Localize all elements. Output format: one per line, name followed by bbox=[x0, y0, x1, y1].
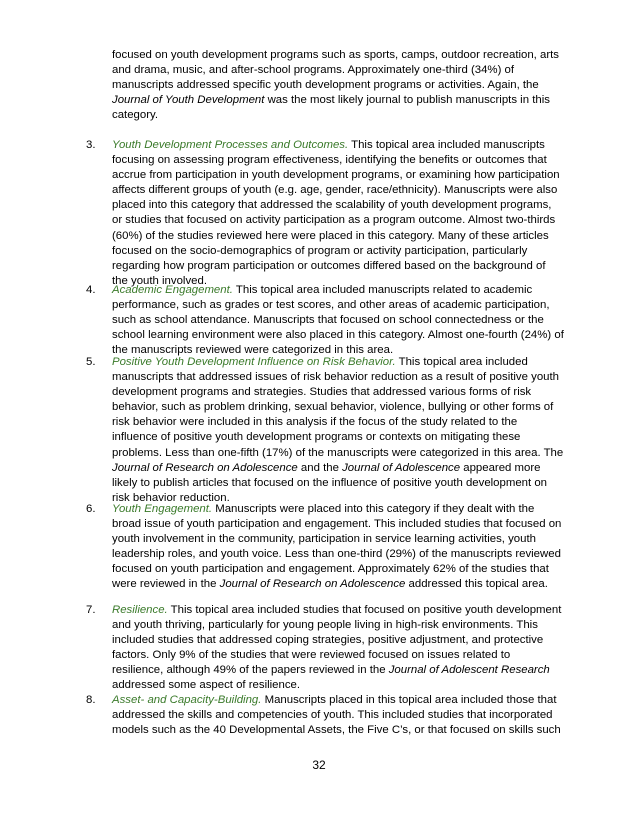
list-item-4: 4. Academic Engagement. This topical area included manuscripts related to academic performance, such as grades or test scores, and other areas of academic participation, such as school attendance. Manuscripts that focused on school connectedness or the school learning environment were also placed in this category. Almost one-fourth (24%) of the manuscripts reviewed were categorized in this area. bbox=[86, 284, 564, 357]
item-number: 6. bbox=[86, 503, 96, 515]
item-number: 8. bbox=[86, 694, 96, 706]
item-heading: Asset- and Capacity-Building. bbox=[112, 694, 262, 706]
list-item-7: 7. Resilience. This topical area included studies that focused on positive youth development and youth thriving, particularly for young people living in high-risk environments. This included studies that addressed coping strategies, positive adjustment, and protective factors. Only 9% of the studies that were reviewed focused on issues related to resilience, although 49% of the papers reviewed in the Journal of Adolescent Research addressed some aspect of resilience. bbox=[86, 604, 562, 692]
item-heading: Youth Engagement. bbox=[112, 503, 213, 515]
item-heading: Positive Youth Development Influence on Risk Behavior. bbox=[112, 356, 396, 368]
item-number: 3. bbox=[86, 139, 96, 151]
item-heading: Resilience. bbox=[112, 604, 168, 616]
page-number: 32 bbox=[312, 758, 326, 772]
item-number: 4. bbox=[86, 284, 96, 296]
journal-title: Journal of Adolescent Research bbox=[388, 664, 550, 677]
journal-title: Journal of Youth Development bbox=[112, 94, 265, 107]
item-heading: Youth Development Processes and Outcomes. bbox=[112, 139, 349, 151]
journal-title: Journal of Research on Adolescence bbox=[219, 578, 406, 591]
list-item-5: 5. Positive Youth Development Influence on Risk Behavior. This topical area included manuscripts that addressed issues of risk behavior reduction as a result of positive youth development programs and strategies. Studies that addressed various forms of risk behavior, such as problem drinking, sexual behavior, violence, bullying or other forms of risk behavior were included in this analysis if the focus of the study related to the influence of positive youth development programs or contexts on mitigating these problems. Less than one-fifth (17%) of the manuscripts were categorized in this area. The Journal of Research on Adolescence and the Journal of Adolescence appeared more likely to publish articles that focused on the influence of positive youth development on risk behavior reduction. bbox=[86, 356, 564, 504]
list-item-8: 8. Asset- and Capacity-Building. Manuscripts placed in this topical area included those that addressed the skills and competencies of youth. This included studies that incorporated models such as the 40 Developmental Assets, the Five C’s, or that focused on skills such bbox=[86, 694, 561, 737]
journal-title: Journal of Adolescence bbox=[342, 461, 461, 474]
item-number: 5. bbox=[86, 356, 96, 368]
continuation-paragraph: focused on youth development programs such as sports, camps, outdoor recreation, arts and drama, music, and after-school programs. Approximately one-third (34%) of manuscripts addressed specific youth development programs or activities. Again, the Journal of Youth Development was the most likely journal to publish manuscripts in this category. bbox=[112, 49, 559, 122]
journal-title: Journal of Research on Adolescence bbox=[112, 461, 298, 474]
item-heading: Academic Engagement. bbox=[112, 284, 233, 296]
item-number: 7. bbox=[86, 604, 96, 616]
list-item-6: 6. Youth Engagement. Manuscripts were placed into this category if they dealt with the broad issue of youth participation and engagement. This included studies that focused on youth involvement in the community, participation in service learning activities, youth leadership roles, and youth voice. Less than one-third (29%) of the manuscripts reviewed focused on youth participation and engagement. Approximately 62% of the studies that were reviewed in the Journal of Research on Adolescence addressed this topical area. bbox=[86, 503, 562, 591]
list-item-3: 3. Youth Development Processes and Outcomes. This topical area included manuscripts focusing on assessing program effectiveness, identifying the benefits or outcomes that accrue from participation in youth development programs, or examining how participation affects different groups of youth (e.g. age, gender, race/ethnicity). Manuscripts were also placed into this category that addressed the scalability of youth development programs, or studies that focused on activity participation as a program outcome. Almost two-thirds (60%) of the studies reviewed here were placed in this category. Many of these articles focused on the socio-demographics of program or activity participation, particularly regarding how program participation or outcomes differed based on the background of the youth involved. bbox=[86, 139, 560, 287]
